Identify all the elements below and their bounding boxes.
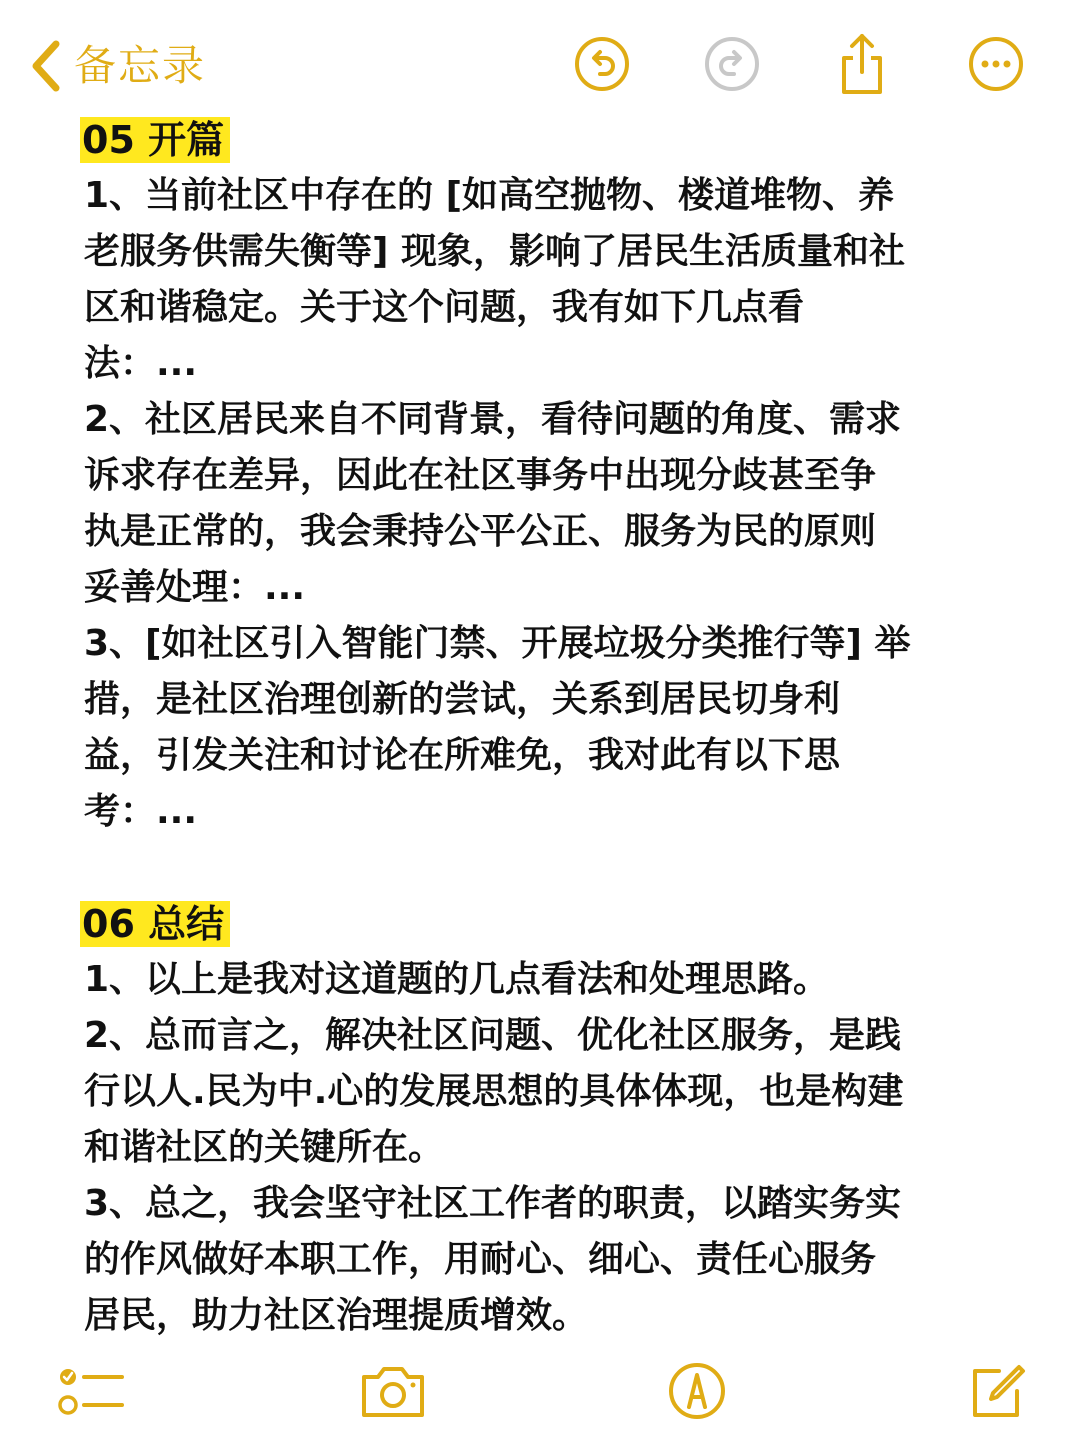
- undo-icon: [574, 36, 630, 96]
- markup-button[interactable]: [662, 1358, 732, 1428]
- redo-button[interactable]: [702, 36, 762, 96]
- compose-icon: [967, 1361, 1027, 1425]
- more-button[interactable]: [966, 36, 1026, 96]
- section-heading-opening: 05 开篇: [80, 117, 230, 163]
- share-icon: [834, 32, 890, 100]
- note-paragraph: 2、总而言之，解决社区问题、优化社区服务，是践 行以人.民为中.心的发展思想的具体体现，也是构建 和谐社区的关键所在。: [84, 1015, 904, 1168]
- checklist-button[interactable]: [56, 1358, 126, 1428]
- note-content[interactable]: [84, 112, 984, 1344]
- camera-button[interactable]: [358, 1358, 428, 1428]
- undo-button[interactable]: [572, 36, 632, 96]
- markup-icon: [667, 1361, 727, 1425]
- share-button[interactable]: [832, 36, 892, 96]
- compose-button[interactable]: [962, 1358, 1032, 1428]
- note-paragraph: 3、总之，我会坚守社区工作者的职责，以踏实务实 的作风做好本职工作，用耐心、细心、责任心服务 居民，助力社区治理提质增效。: [84, 1183, 902, 1336]
- note-paragraph: 1、当前社区中存在的 [如高空抛物、楼道堆物、养 老服务供需失衡等] 现象，影响了居民生活质量和社 区和谐稳定。关于这个问题，我有如下几点看 法：...: [84, 175, 905, 384]
- note-paragraph: 1、以上是我对这道题的几点看法和处理思路。: [84, 959, 830, 1000]
- checklist-icon: [56, 1361, 126, 1425]
- camera-icon: [358, 1363, 428, 1423]
- note-paragraph: 2、社区居民来自不同背景，看待问题的角度、需求 诉求存在差异，因此在社区事务中出现分歧甚至争 执是正常的，我会秉持公平公正、服务为民的原则 妥善处理：...: [84, 399, 902, 608]
- back-label: 备忘录: [74, 41, 207, 90]
- more-icon: [968, 36, 1024, 96]
- note-paragraph: 3、[如社区引入智能门禁、开展垃圾分类推行等] 举 措，是社区治理创新的尝试，关系到居民切身利 益，引发关注和讨论在所难免，我对此有以下思 考：...: [84, 623, 911, 832]
- section-heading-summary: 06 总结: [80, 901, 230, 947]
- navigation-bar: [0, 0, 1080, 120]
- bottom-toolbar: [0, 1352, 1080, 1432]
- back-button[interactable]: [28, 36, 206, 96]
- blank-line: [84, 840, 984, 896]
- chevron-left-icon: [28, 38, 64, 94]
- redo-icon: [704, 36, 760, 96]
